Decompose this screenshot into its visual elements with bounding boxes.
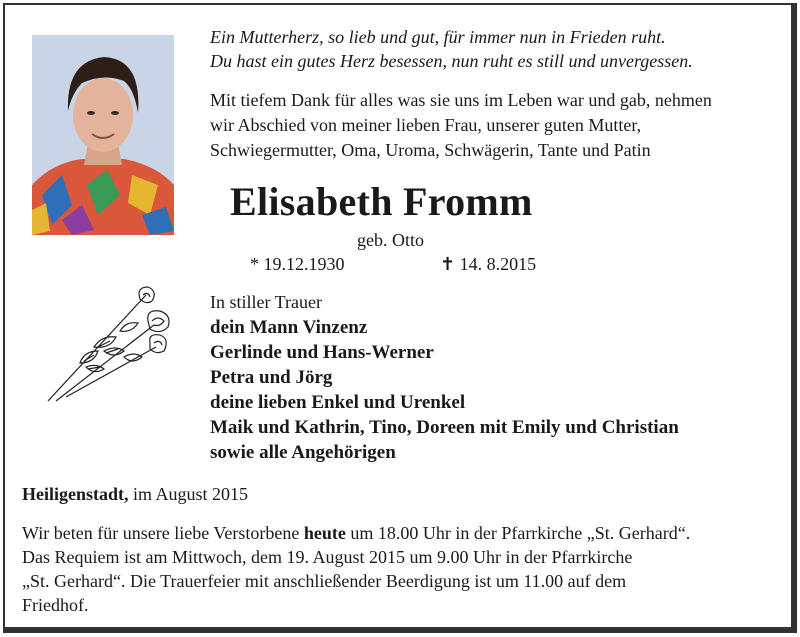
mourner-row: Maik und Kathrin, Tino, Doreen mit Emily und Christian [210,417,679,438]
birth-date: * 19.12.1930 [250,254,345,274]
thanks-line-3: Schwiegermutter, Oma, Uroma, Schwägerin, Tante und Patin [210,140,651,160]
mourner-row: Petra und Jörg [210,367,333,388]
service-line-4: Friedhof. [22,595,89,615]
service-line-3: „St. Gerhard“. Die Trauerfeier mit anschließender Beerdigung ist um 11.00 auf dem [22,571,627,591]
deceased-name: Elisabeth Fromm [230,179,533,224]
service-line-1-post: um 18.00 Uhr in der Pfarrkirche „St. Gerhard“. [345,523,691,543]
service-line-1-pre: Wir beten für unsere liebe Verstorbene [22,523,304,543]
service-line-1 [22,521,690,546]
portrait-photo [32,35,174,235]
poem-line-1: Ein Mutterherz, so lieb und gut, für immer nun in Frieden ruht. [210,27,666,47]
rose-icon [44,285,174,405]
poem-line-2: Du hast ein gutes Herz besessen, nun ruht es still und unvergessen. [210,51,693,71]
place-month: im August 2015 [128,484,249,504]
mourner-row: sowie alle Angehörigen [210,442,396,463]
mourner-row: deine lieben Enkel und Urenkel [210,392,466,413]
service-today: heute [303,523,346,543]
thanks-line-1: Mit tiefem Dank für alles was sie uns im Leben war und gab, nehmen [210,90,712,110]
place-date [22,482,248,507]
maiden-name: geb. Otto [357,230,424,250]
portrait-illustration [32,35,174,235]
place-city: Heiligenstadt, [22,484,129,504]
mourners-intro: In stiller Trauer [210,292,322,312]
death-date: ✝ 14. 8.2015 [440,254,537,274]
thanks-line-2: wir Abschied von meiner lieben Frau, unserer guten Mutter, [210,115,642,135]
mourner-row: Gerlinde und Hans-Werner [210,342,434,363]
mourner-row: dein Mann Vinzenz [210,317,368,338]
service-line-2: Das Requiem ist am Mittwoch, dem 19. August 2015 um 9.00 Uhr in der Pfarrkirche [22,547,633,567]
